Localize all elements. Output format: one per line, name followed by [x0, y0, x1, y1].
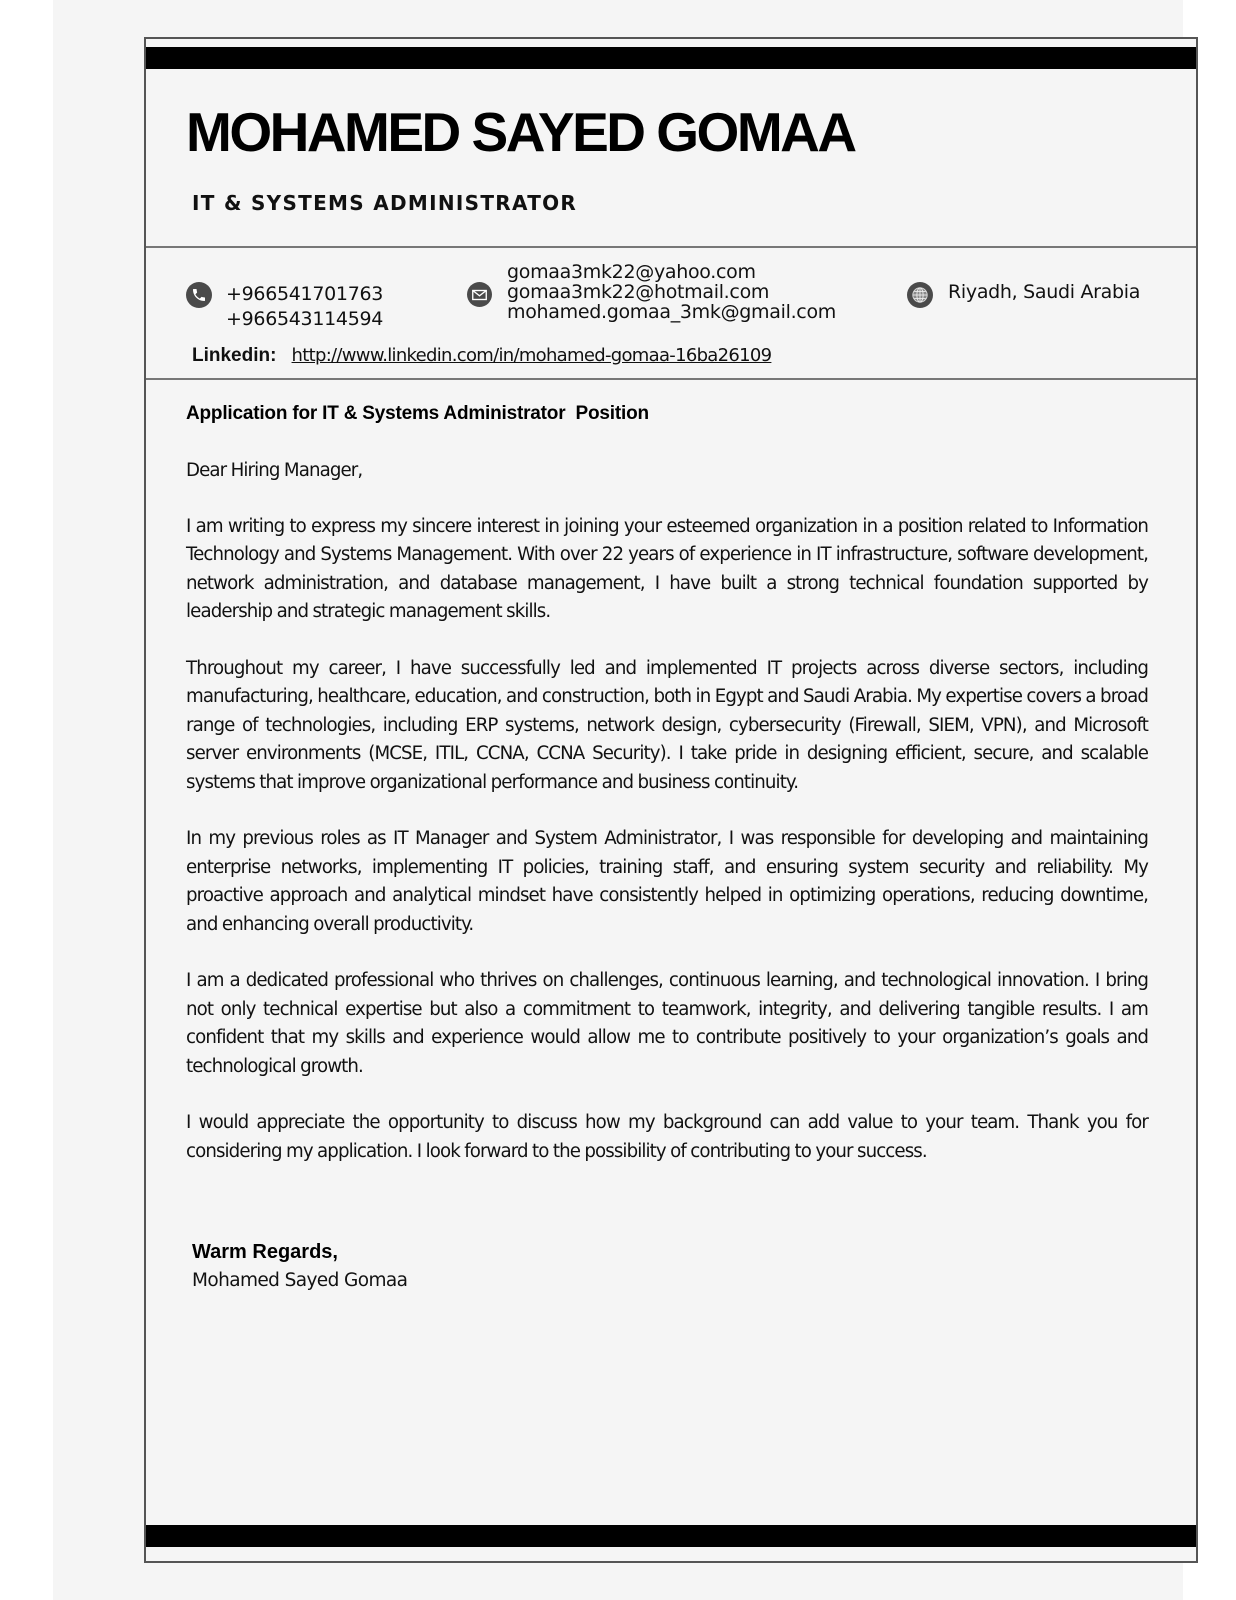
email-gmail[interactable]: mohamed.gomaa_3mk@gmail.com — [507, 301, 836, 323]
paragraph-previous-roles: In my previous roles as IT Manager and System Administrator, I was responsible for developing and maintaining enterprise networks, implementing IT policies, training staff, and ensuring system security and reliability. My proactive approach and analytical mindset have consistently helped in optimizing operations, reducing downtime, and enhancing overall productivity. — [186, 828, 1148, 935]
document-frame — [144, 37, 1198, 1563]
salutation: Dear Hiring Manager, — [186, 460, 363, 481]
header-divider — [146, 246, 1196, 248]
phone-icon — [186, 282, 212, 308]
phone-number-secondary[interactable]: +966543114594 — [226, 308, 384, 330]
paragraph-career: Throughout my career, I have successfully led and implemented IT projects across diverse sectors, including manufacturing, healthcare, education, and construction, both in Egypt and Saudi Arabia. My expertise covers a broad range of technologies, including ERP systems, network design, cybersecurity (Firewall, SIEM, VPN), and Microsoft server environments (MCSE, ITIL, CCNA, CCNA Security). I take pride in designing efficient, secure, and scalable systems that improve organizational performance and business continuity. — [186, 657, 1148, 793]
applicant-name: MOHAMED SAYED GOMAA — [186, 101, 855, 163]
phone-number-primary[interactable]: +966541701763 — [226, 283, 384, 305]
linkedin-row — [192, 345, 771, 367]
globe-icon — [907, 282, 933, 308]
email-hotmail[interactable]: gomaa3mk22@hotmail.com — [507, 281, 770, 303]
location: Riyadh, Saudi Arabia — [948, 281, 1141, 303]
paragraph-closing: I would appreciate the opportunity to discuss how my background can add value to your team. Thank you for considering my application. I look forward to the possibility of contributing to your success. — [186, 1112, 1148, 1162]
envelope-icon — [467, 282, 492, 307]
email-yahoo[interactable]: gomaa3mk22@yahoo.com — [507, 261, 756, 283]
closing-phrase: Warm Regards, — [192, 1241, 338, 1263]
signature-name: Mohamed Sayed Gomaa — [192, 1270, 408, 1291]
phone-numbers — [226, 282, 383, 332]
job-title: IT & SYSTEMS ADMINISTRATOR — [192, 191, 578, 215]
email-addresses — [507, 262, 836, 322]
sign-off — [192, 1238, 407, 1296]
top-accent-bar — [146, 47, 1196, 69]
paragraph-intro: I am writing to express my sincere interest in joining your esteemed organization in a position related to Information Technology and Systems Management. With over 22 years of experience in IT infrastructure, software development, network administration, and database management, I have built a strong technical foundation supported by leadership and strategic management skills. — [186, 515, 1148, 622]
letter-body — [186, 457, 1148, 1194]
page-sheet — [53, 0, 1183, 1600]
linkedin-link[interactable]: http://www.linkedin.com/in/mohamed-gomaa-16ba26109 — [291, 345, 772, 366]
letter-subject: Application for IT & Systems Administrator Position — [186, 403, 649, 424]
contact-divider — [146, 378, 1196, 380]
bottom-accent-bar — [146, 1525, 1196, 1547]
linkedin-label: Linkedin: — [192, 345, 277, 366]
paragraph-qualities: I am a dedicated professional who thrives on challenges, continuous learning, and technological innovation. I bring not only technical expertise but also a commitment to teamwork, integrity, and delivering tangible results. I am confident that my skills and experience would allow me to contribute positively to your organization’s goals and technological growth. — [186, 970, 1148, 1077]
